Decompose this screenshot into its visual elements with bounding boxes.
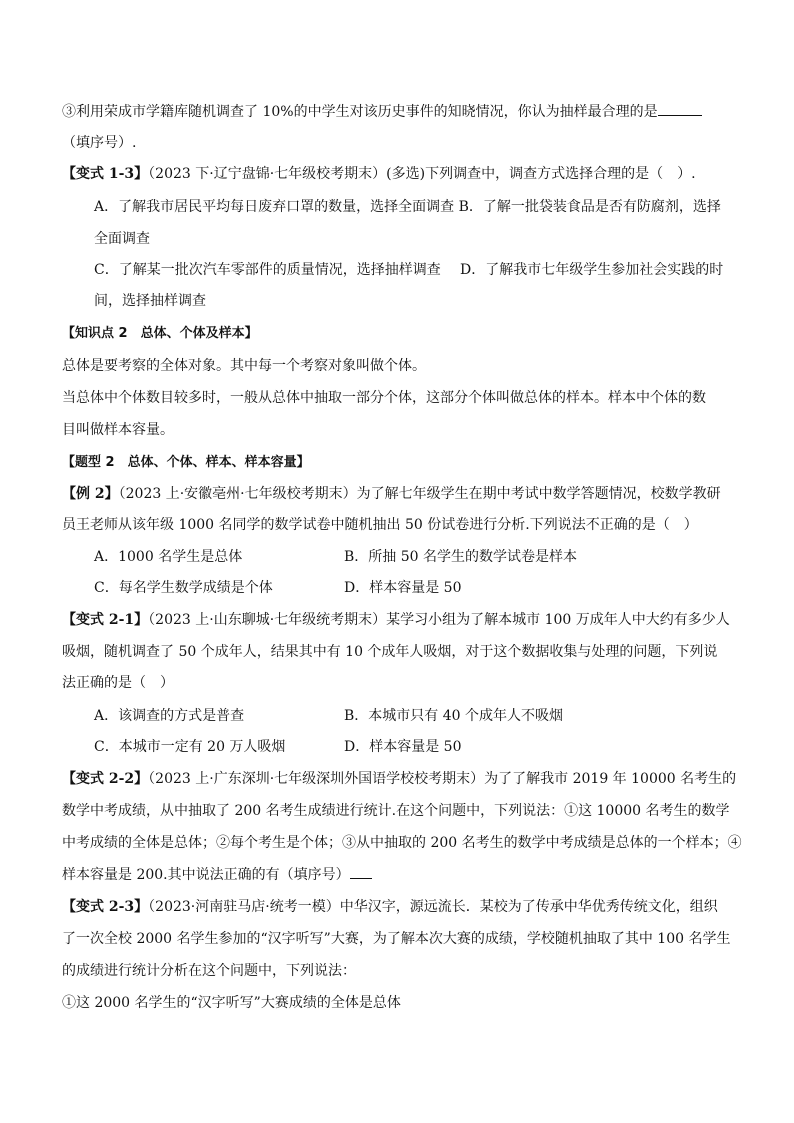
text: （2023 上·安徽亳州·七年级校考期末）为了解七年级学生在期中考试中数学答题情况，校数学教研 (118, 486, 721, 502)
paragraph: 员王老师从该年级 1000 名同学的数学试卷中随机抽出 50 份试卷进行分析.下列说法不正确的是（ ） (62, 517, 698, 533)
option-a: A．该调查的方式是普查 (94, 708, 245, 724)
option-c: C．了解某一批次汽车零部件的质量情况，选择抽样调查 (94, 262, 441, 278)
option-d: D．了解我市七年级学生参加社会实践的时 (460, 262, 724, 278)
variant-2-3-stem (62, 897, 718, 917)
option-b: B．所抽 50 名学生的数学试卷是样本 (344, 549, 578, 565)
answer-blank[interactable] (350, 864, 372, 879)
option-d: D．样本容量是 50 (344, 580, 462, 596)
option-line (94, 229, 150, 249)
variant-tag: 【变式 2-2】 (62, 771, 149, 787)
paragraph: 的成绩进行统计分析在这个问题中，下列说法： (62, 963, 356, 979)
question-type-title: 【题型 2 总体、个体、样本、样本容量】 (62, 455, 310, 470)
paragraph: 了一次全校 2000 名学生参加的“汉字听写”大赛，为了解本次大赛的成绩，学校随机抽取了其中 100 名学生 (62, 931, 731, 947)
text: （2023 上·山东聊城·七年级统考期末）某学习小组为了解本城市 100 万成年人中大约有多少人 (148, 612, 730, 628)
question-line (62, 133, 136, 153)
option-line (94, 197, 721, 217)
paragraph (62, 864, 372, 885)
text: （2023 下·辽宁盘锦·七年级校考期末）(多选)下列调查中，调查方式选择合理的是（ ）. (148, 166, 696, 182)
option-line (94, 291, 206, 311)
question-line (62, 101, 702, 122)
variant-2-1-stem (62, 610, 730, 630)
variant-tag: 【变式 2-1】 (62, 612, 149, 628)
text: （2023·河南驻马店·统考一模）中华汉字，源远流长．某校为了传承中华优秀传统文化，组织 (148, 899, 718, 915)
text: （2023 上·广东深圳·七年级深圳外国语学校校考期末）为了了解我市 2019 年 10000 名考生的 (148, 771, 737, 787)
option-line (94, 260, 441, 280)
option-a: A．1000 名学生是总体 (94, 549, 243, 565)
option-d: D．样本容量是 50 (344, 739, 462, 755)
paragraph: 当总体中个体数目较多时，一般从总体中抽取一部分个体，这部分个体叫做总体的样本。样本中个体的数 (62, 390, 706, 406)
option-b-cont: 全面调查 (94, 231, 150, 247)
paragraph: 总体是要考察的全体对象。其中每一个考察对象叫做个体。 (62, 358, 426, 374)
paragraph: 中考成绩的全体是总体；②每个考生是个体；③从中抽取的 200 名考生的数学中考成绩是总体的一个样本；④ (62, 835, 742, 851)
paragraph: ①这 2000 名学生的“汉字听写”大赛成绩的全体是总体 (62, 995, 401, 1011)
text: 样本容量是 200.其中说法正确的有（填序号） (62, 867, 350, 883)
variant-2-2-stem (62, 769, 736, 789)
variant-tag: 【变式 1-3】 (62, 166, 149, 182)
paragraph: 法正确的是（ ） (62, 675, 174, 691)
paragraph: 数学中考成绩，从中抽取了 200 名考生成绩进行统计.在这个问题中，下列说法：①这 10000 名考生的数学 (62, 803, 730, 819)
option-d-cont: 间，选择抽样调查 (94, 293, 206, 309)
option-a: A．了解我市居民平均每日废弃口罩的数量，选择全面调查 (94, 199, 455, 215)
paragraph: 吸烟，随机调查了 50 个成年人，结果其中有 10 个成年人吸烟，对于这个数据收集与处理的问题，下列说 (62, 644, 718, 660)
example-tag: 【例 2】 (62, 486, 119, 502)
text: （填序号）. (62, 135, 137, 151)
option-c: C．每名学生数学成绩是个体 (94, 580, 273, 596)
knowledge-point-title: 【知识点 2 总体、个体及样本】 (62, 326, 258, 341)
variant-1-3-stem (62, 164, 696, 184)
text: ③利用荣成市学籍库随机调查了 10%的中学生对该历史事件的知晓情况，你认为抽样最合理的是 (62, 104, 658, 120)
option-b: B．了解一批袋装食品是否有防腐剂，选择 (458, 199, 721, 215)
example-2-stem (62, 484, 721, 504)
option-c: C．本城市一定有 20 万人吸烟 (94, 739, 286, 755)
option-b: B．本城市只有 40 个成年人不吸烟 (344, 708, 564, 724)
answer-blank[interactable] (658, 101, 702, 116)
paragraph: 目叫做样本容量。 (62, 422, 174, 438)
variant-tag: 【变式 2-3】 (62, 899, 149, 915)
